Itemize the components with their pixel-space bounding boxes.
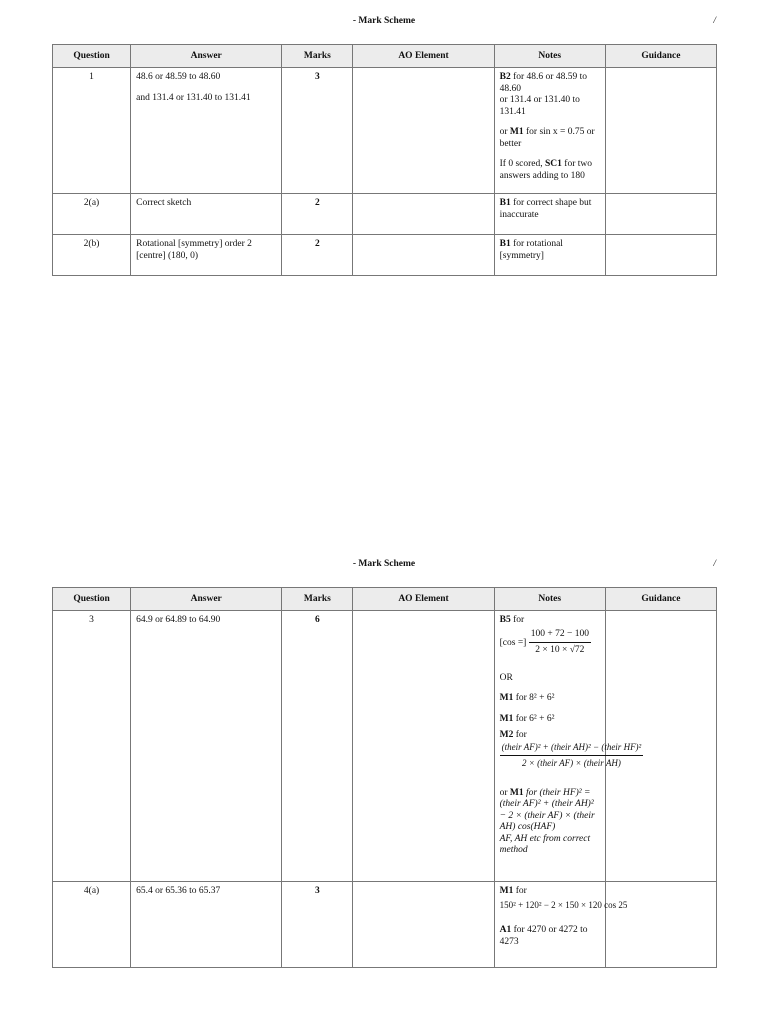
note-item: or M1 for (their HF)² = (their AF)² + (their AH)² − 2 × (their AF) × (their AH) cos(HAF) [499,787,595,832]
mark-code: B2 [499,72,511,82]
column-header-ao-element: AO Element [353,45,494,68]
note-item: If 0 scored, SC1 for two answers adding to 180 [499,159,592,181]
ao-element-cell [353,882,494,968]
page-header [0,559,768,573]
answer-cell: 65.4 or 65.36 to 65.37 [136,886,221,896]
column-header-marks: Marks [282,588,353,611]
column-header-guidance: Guidance [605,45,716,68]
column-header-marks: Marks [282,45,353,68]
note-item: M1 for 8² + 6² [499,693,555,703]
note-item: OR [499,672,513,683]
notes-cell: B1 for correct shape but inaccurate [499,198,592,220]
note-item: AF, AH etc from correct method [499,833,591,855]
mark-code: M1 [499,693,514,703]
marks-value: 2 [315,198,320,208]
notes-cell [495,611,642,863]
answer-cell: Correct sketch [136,198,192,208]
mark-code: B5 [499,615,511,625]
mark-code: M1 [509,127,524,137]
marks-value: 2 [315,239,320,249]
table-row [53,882,717,968]
answer-cell [131,68,281,110]
mark-code: A1 [499,925,512,935]
answer-line: 48.6 or 48.59 to 48.60 [136,72,221,82]
column-header-ao-element: AO Element [353,588,494,611]
ao-element-cell [353,235,494,276]
page-title: - Mark Scheme [352,559,416,569]
question-number: 2(b) [83,239,100,249]
m2-formula [500,742,678,770]
column-header-answer: Answer [131,45,282,68]
mark-scheme-table [52,587,717,968]
question-number: 3 [89,615,94,625]
column-header-question: Question [53,45,131,68]
note-item: B2 for 48.6 or 48.59 to 48.60 or 131.4 or 131.40 to 131.41 [499,72,587,117]
table-row [53,68,717,194]
question-number: 4(a) [83,886,100,896]
mark-code: M2 [499,730,514,740]
ao-element-cell [353,68,494,194]
mark-code: B1 [499,239,511,249]
guidance-cell [605,194,716,235]
column-header-notes: Notes [494,45,605,68]
mark-scheme-table [52,44,717,276]
page-header-slash: / [713,559,716,569]
notes-cell [495,882,628,954]
guidance-cell [605,882,716,968]
table-row [53,235,717,276]
answer-cell: Rotational [symmetry] order 2 [centre] (180, 0) [136,239,252,261]
note-item: A1 for 4270 or 4272 to 4273 [499,925,588,947]
table-header-row [53,588,717,611]
mark-code: M1 [499,713,514,724]
guidance-cell [605,68,716,194]
marks-value: 3 [315,886,320,896]
notes-cell [495,68,605,188]
note-item: M1 for 6² + 6² [499,713,555,724]
column-header-notes: Notes [494,588,605,611]
column-header-guidance: Guidance [605,588,716,611]
page-header-slash: / [713,16,716,26]
ao-element-cell [353,611,494,882]
mark-code: B1 [499,198,511,208]
notes-cell: B1 for rotational [symmetry] [499,239,563,261]
marks-value: 6 [315,615,320,625]
column-header-answer: Answer [131,588,282,611]
fraction: $\frac{\text{(their AF)² + (their AH)² − (their HF)²}}{\text{2 × (their AF) × (their AH)}}$ [501,741,642,768]
note-item: B5 for [499,615,525,625]
cosine-formula: [cos =] $\frac{100 + 72 - 100}{2 \times 10 \times √72}$ [499,628,589,655]
fraction: $\frac{100 + 72 - 100}{2 \times 10 \times √72}$ [530,628,589,655]
note-item: M1 for [499,886,527,896]
mark-code: M1 [509,787,524,798]
marks-value: 3 [315,72,320,82]
page-title: - Mark Scheme [352,16,416,26]
note-item: or M1 for sin x = 0.75 or better [499,127,595,149]
answer-cell: 64.9 or 64.89 to 64.90 [136,615,221,625]
table-row [53,611,717,882]
answer-line: and 131.4 or 131.40 to 131.41 [136,92,251,103]
table-row [53,194,717,235]
mark-code: M1 [499,886,514,896]
question-number: 2(a) [83,198,100,208]
ao-element-cell [353,194,494,235]
table-header-row [53,45,717,68]
page-header [0,16,768,30]
law-of-cosines-expression: 150² + 120² − 2 × 150 × 120 cos 25 [499,899,628,910]
column-header-question: Question [53,588,131,611]
guidance-cell [605,235,716,276]
note-item: M2 for [499,730,527,740]
mark-code: SC1 [545,159,562,169]
question-number: 1 [89,72,94,82]
